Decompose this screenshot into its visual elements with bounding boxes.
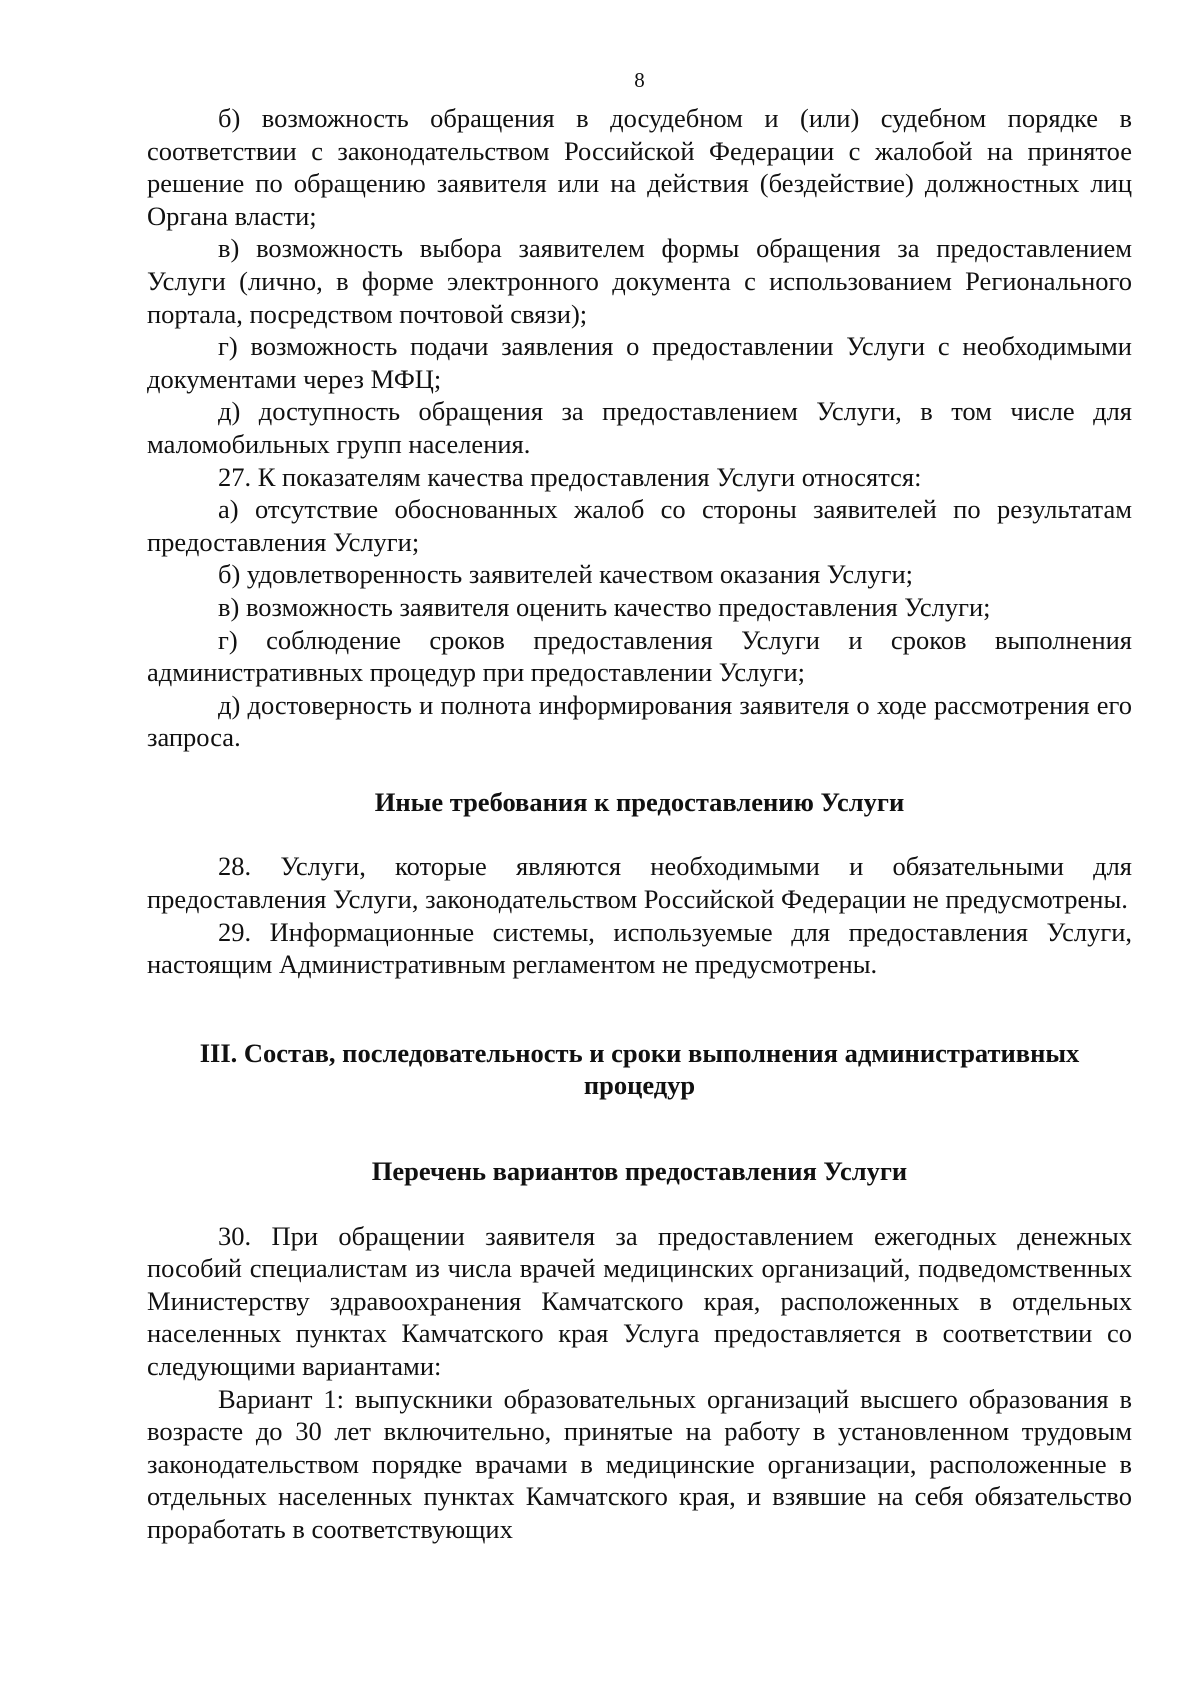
paragraph-d-reliability: д) достоверность и полнота информирования заявителя о ходе рассмотрения его запроса. [147, 689, 1132, 753]
section-heading-line-2: процедур [583, 1070, 696, 1101]
paragraph-27: 27. К показателям качества предоставления Услуги относятся: [218, 461, 922, 492]
paragraph-b-satisfaction: б) удовлетворенность заявителей качеством оказания Услуги; [218, 559, 914, 590]
heading-other-requirements: Иные требования к предоставлению Услуги [374, 786, 905, 817]
paragraph-g-deadlines: г) соблюдение сроков предоставления Услуги и сроков выполнения административных процедур при предоставлении Услуги; [147, 624, 1132, 688]
paragraph-g-mfc: г) возможность подачи заявления о предоставлении Услуги с необходимыми документами через МФЦ; [147, 331, 1132, 394]
quality-indicators-block [147, 102, 1132, 754]
paragraph-v-form-choice: в) возможность выбора заявителем формы обращения за предоставлением Услуги (лично, в форме электронного документа с использованием Регионального портала, посредством почтовой связи); [147, 233, 1132, 329]
paragraph-28: 28. Услуги, которые являются необходимыми и обязательными для предоставления Услуги, законодательством Российской Федерации не предусмотрены. [147, 851, 1132, 915]
heading-variants-list: Перечень вариантов предоставления Услуги [371, 1156, 908, 1187]
other-requirements-block [147, 850, 1132, 980]
paragraph-v-evaluation: в) возможность заявителя оценить качество предоставления Услуги; [218, 591, 991, 622]
paragraph-variant-1: Вариант 1: выпускники образовательных организаций высшего образования в возрасте до 30 лет включительно, принятые на работу в установленном трудовым законодательством порядке врачами в медицинские организации, расположенные в отдельных населенных пунктах Камчатского края, и взявшие на себя обязательство проработать в соответствующих [147, 1383, 1132, 1544]
paragraph-d-accessibility: д) доступность обращения за предоставлением Услуги, в том числе для маломобильных групп населения. [147, 396, 1132, 459]
paragraph-30: 30. При обращении заявителя за предоставлением ежегодных денежных пособий специалистам из числа врачей медицинских организаций, подведомственных Министерству здравоохранения Камчатского края, расположенных в отдельных населенных пунктах Камчатского края Услуга предоставляется в соответствии со следующими вариантами: [147, 1220, 1132, 1381]
section-heading-iii [147, 1037, 1132, 1102]
document-page [147, 68, 1132, 1546]
page-number: 8 [634, 68, 645, 92]
paragraph-b-appeal: б) возможность обращения в досудебном и (или) судебном порядке в соответствии с законодательством Российской Федерации с жалобой на принятое решение по обращению заявителя или на действия (бездействие) должностных лиц Органа власти; [147, 103, 1132, 231]
paragraph-a-no-complaints: а) отсутствие обоснованных жалоб со стороны заявителей по результатам предоставления Услуги; [147, 494, 1132, 557]
paragraph-29: 29. Информационные системы, используемые для предоставления Услуги, настоящим Административным регламентом не предусмотрены. [147, 916, 1132, 980]
section-heading-line-1: III. Состав, последовательность и сроки выполнения административных [199, 1037, 1080, 1068]
variants-block [147, 1220, 1132, 1546]
